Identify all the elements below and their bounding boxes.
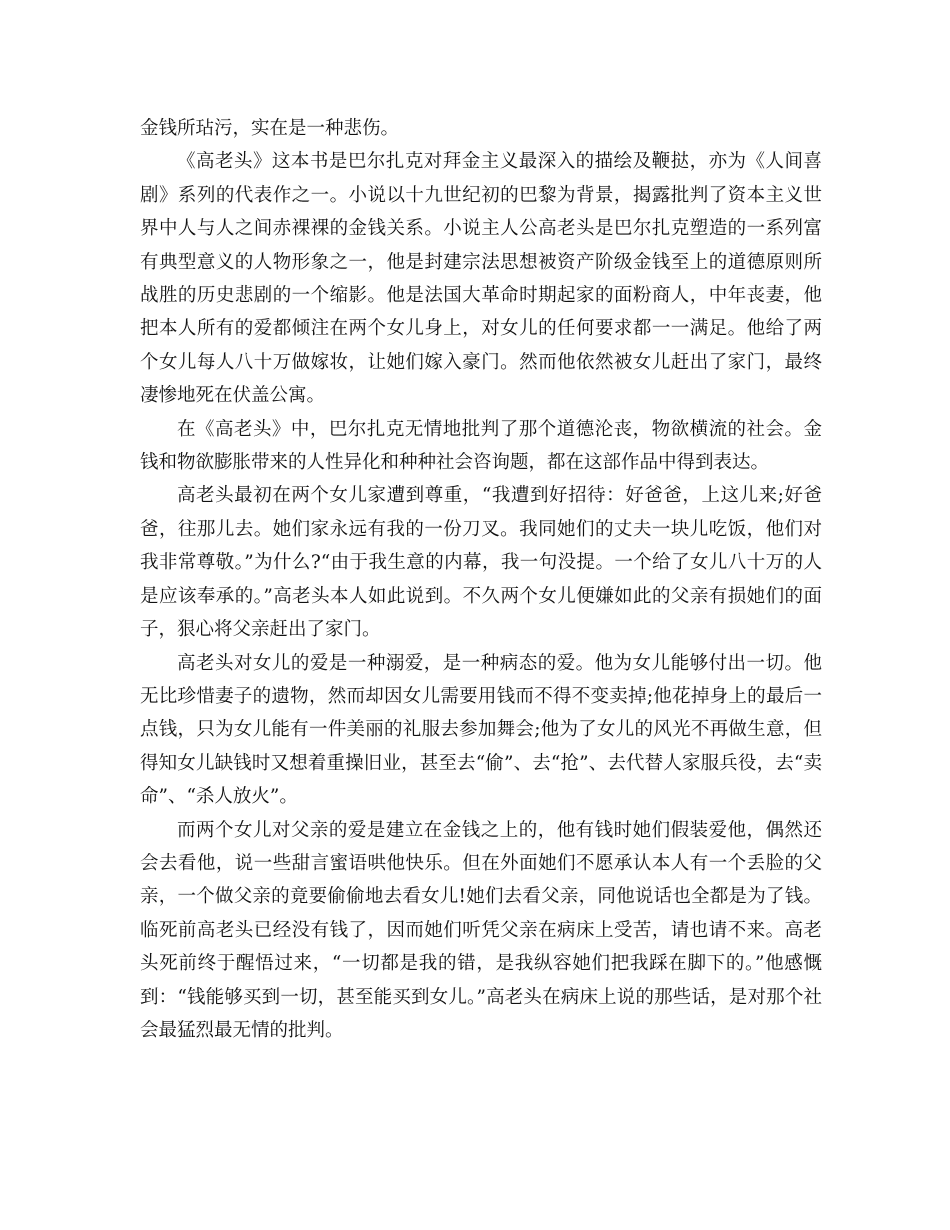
paragraph-daughters-love: 而两个女儿对父亲的爱是建立在金钱之上的，他有钱时她们假装爱他，偶然还会去看他，说一些甜言蜜语哄他快乐。但在外面她们不愿承认本人有一个丢脸的父亲，一个做父亲的竟要偷偷地去看女儿!她们去看父亲，同他说话也全都是为了钱。临死前高老头已经没有钱了，因而她们听凭父亲在病床上受苦，请也请不来。高老头死前终于醒悟过来，“一切都是我的错，是我纵容她们把我踩在脚下的。”他感慨到：“钱能够买到一切，甚至能买到女儿。”高老头在病床上说的那些话，是对那个社会最猛烈最无情的批判。 — [140, 819, 822, 1041]
paragraph-continuation: 金钱所玷污，实在是一种悲伤。 — [140, 118, 400, 139]
paragraph-book-overview: 《高老头》这本书是巴尔扎克对拜金主义最深入的描绘及鞭挞，亦为《人间喜剧》系列的代表作之一。小说以十九世纪初的巴黎为背景，揭露批判了资本主义世界中人与人之间赤裸裸的金钱关系。小说主人公高老头是巴尔扎克塑造的一系列富有典型意义的人物形象之一，他是封建宗法思想被资产阶级金钱至上的道德原则所战胜的历史悲剧的一个缩影。他是法国大革命时期起家的面粉商人，中年丧妻，他把本人所有的爱都倾注在两个女儿身上，对女儿的任何要求都一一满足。他给了两个女儿每人八十万做嫁妆，让她们嫁入豪门。然而他依然被女儿赶出了家门，最终凄惨地死在伏盖公寓。 — [140, 151, 822, 407]
paragraph-doting-love: 高老头对女儿的爱是一种溺爱，是一种病态的爱。他为女儿能够付出一切。他无比珍惜妻子的遗物，然而却因女儿需要用钱而不得不变卖掉;他花掉身上的最后一点钱，只为女儿能有一件美丽的礼服去参加舞会;他为了女儿的风光不再做生意，但得知女儿缺钱时又想着重操旧业，甚至去“偷”、去“抢”、去代替人家服兵役，去“卖命”、“杀人放火”。 — [140, 652, 822, 808]
paragraph-early-respect: 高老头最初在两个女儿家遭到尊重，“我遭到好招待：好爸爸，上这儿来;好爸爸，往那儿去。她们家永远有我的一份刀叉。我同她们的丈夫一块儿吃饭，他们对我非常尊敬。”为什么?“由于我生意的内幕，我一句没提。一个给了女儿八十万的人是应该奉承的。”高老头本人如此说到。不久两个女儿便嫌如此的父亲有损她们的面子，狠心将父亲赶出了家门。 — [140, 485, 822, 641]
paragraph-social-critique: 在《高老头》中，巴尔扎克无情地批判了那个道德沦丧，物欲横流的社会。金钱和物欲膨胀带来的人性异化和种种社会咨询题，都在这部作品中得到表达。 — [140, 418, 822, 474]
document-body — [140, 112, 822, 1047]
